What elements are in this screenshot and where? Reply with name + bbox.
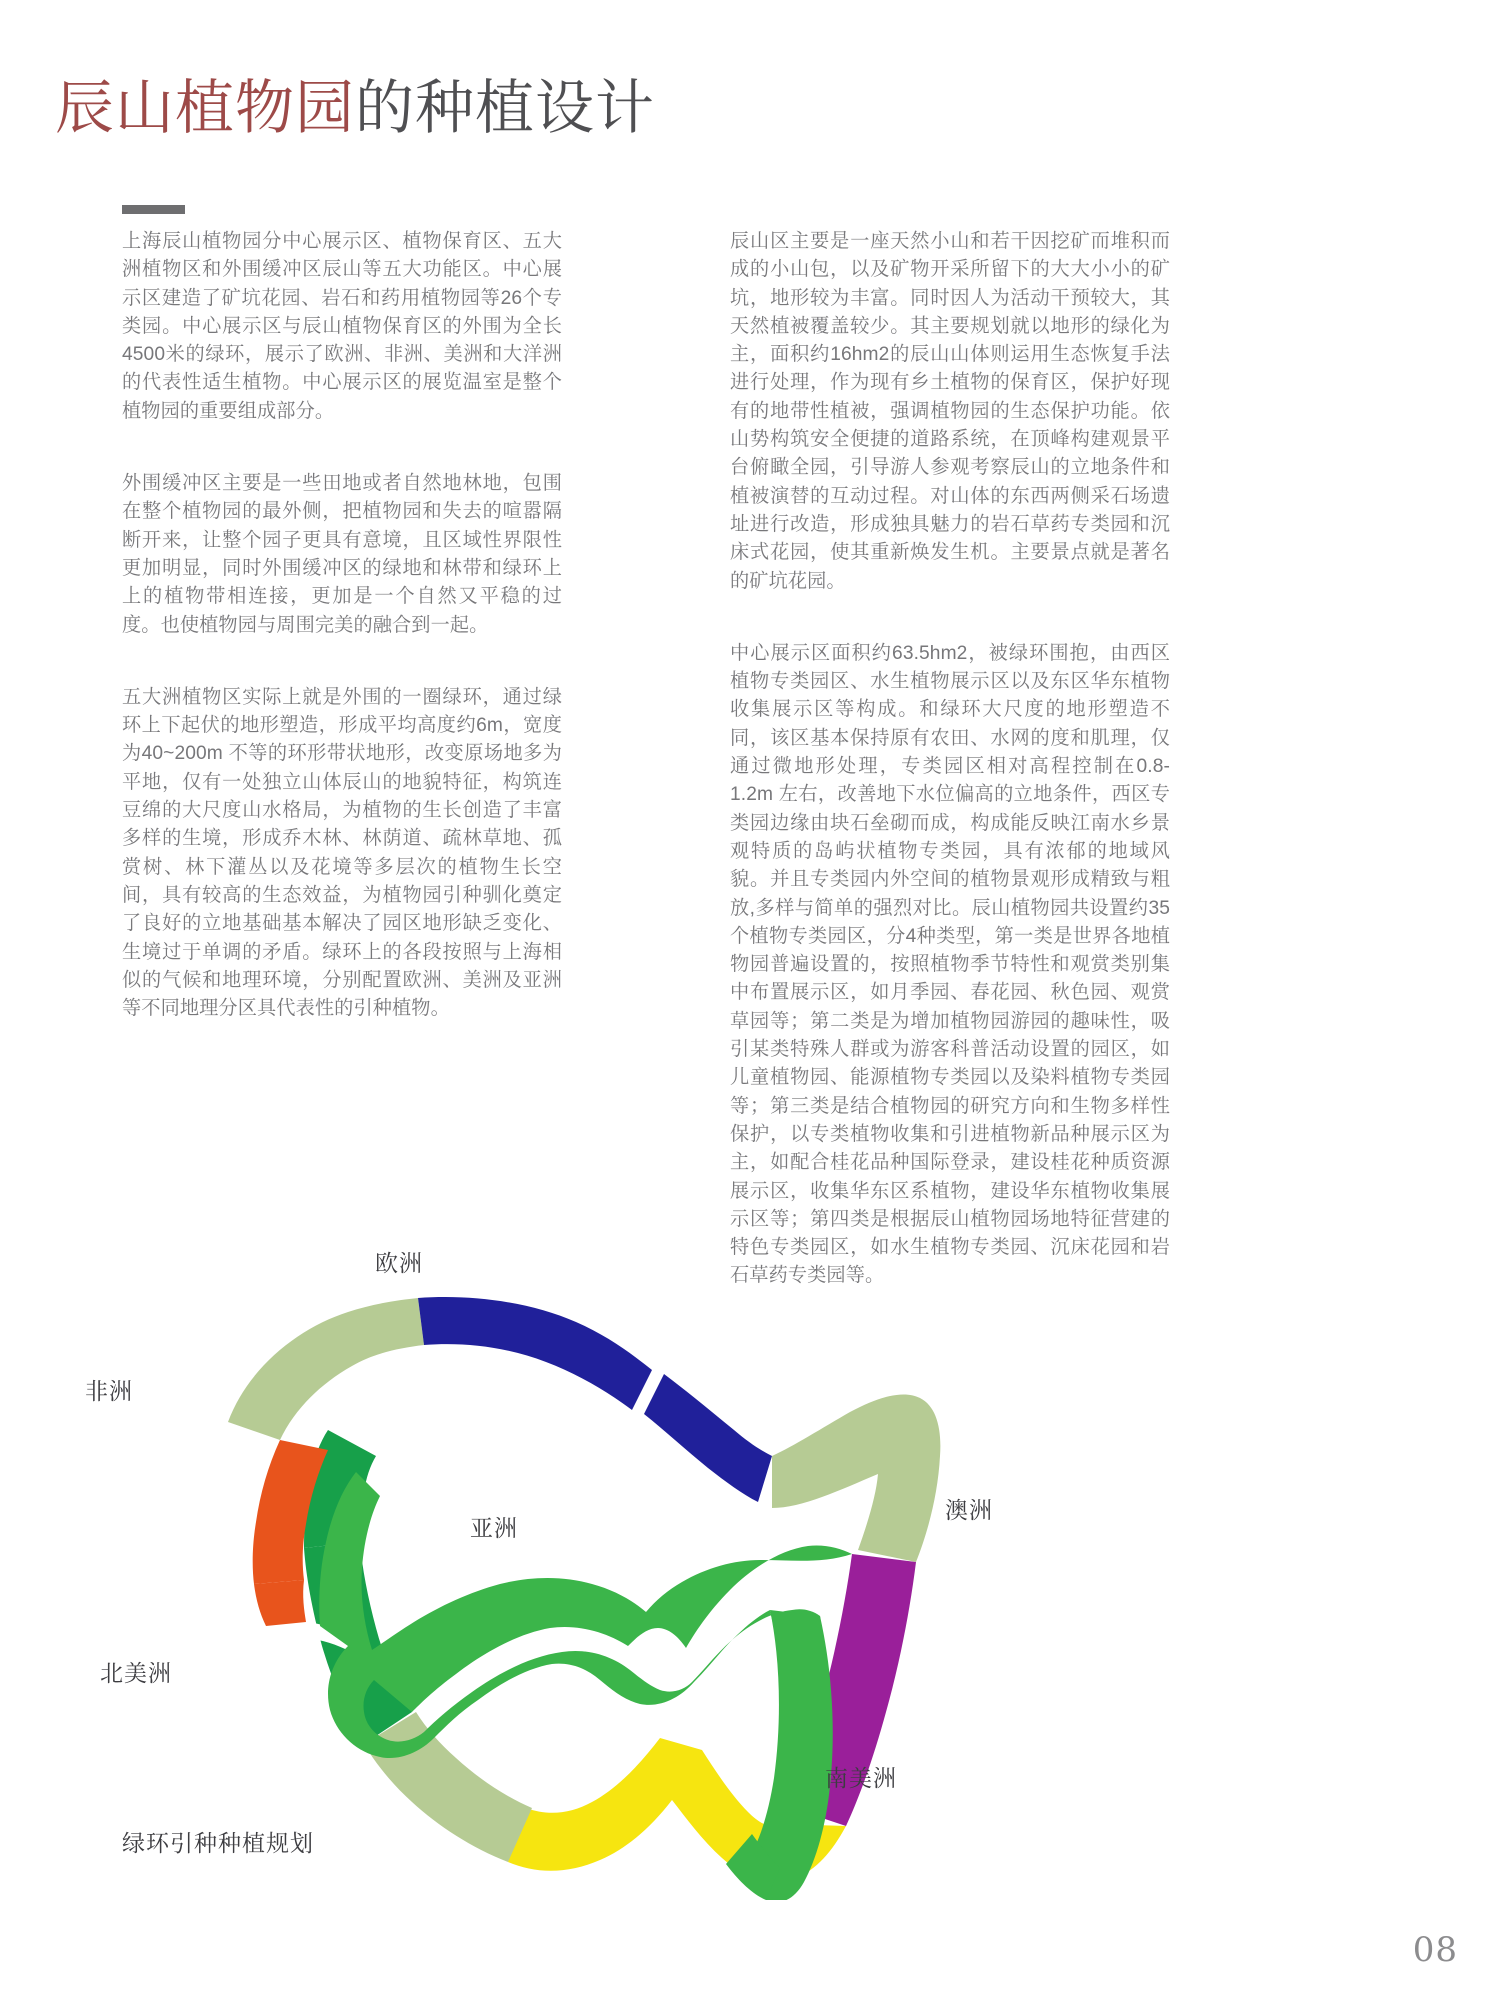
diagram-label-asia: 亚洲	[470, 1516, 518, 1542]
section-divider	[122, 205, 185, 214]
diagram-label-north-america: 北美洲	[100, 1661, 172, 1687]
segment-africa-orange-lower	[254, 1580, 306, 1626]
segment-europe-blue-2	[644, 1374, 772, 1502]
green-ring-planting-diagram	[80, 1250, 1090, 1900]
diagram-label-europe: 欧洲	[375, 1251, 423, 1277]
segment-northwest-sage	[228, 1298, 424, 1440]
page-title	[55, 73, 656, 142]
paragraph: 五大洲植物区实际上就是外围的一圈绿环，通过绿环上下起伏的地形塑造，形成平均高度约6m，宽度为40~200m 不等的环形带状地形，改变原场地多为平地，仅有一处独立山体辰山的地貌特征，构筑连豆绵的大尺度山水格局，为植物的生长创造了丰富多样的生境，形成乔木林、林荫道、疏林草地、孤赏树、林下灌丛以及花境等多层次的植物生长空间，具有较高的生态效益，为植物园引种驯化奠定了良好的立地基础基本解决了园区地形缺乏变化、生境过于单调的矛盾。绿环上的各段按照与上海相似的气候和地理环境，分别配置欧洲、美洲及亚洲等不同地理分区具代表性的引种植物。	[122, 686, 562, 1020]
page-title-accent: 辰山植物园	[55, 73, 356, 142]
paragraph: 辰山区主要是一座天然小山和若干因挖矿而堆积而成的小山包，以及矿物开采所留下的大大小小的矿坑，地形较为丰富。同时因人为活动干预较大，其天然植被覆盖较少。其主要规划就以地形的绿化为主，面积约16hm2的辰山山体则运用生态恢复手法进行处理，作为现有乡土植物的保育区，保护好现有的地带性植被，强调植物园的生态保护功能。依山势构筑安全便捷的道路系统，在顶峰构建观景平台俯瞰全园，引导游人参观考察辰山的立地条件和植被演替的互动过程。对山体的东西两侧采石场遗址进行改造，形成独具魅力的岩石草药专类园和沉床式花园，使其重新焕发生机。主要景点就是著名的矿坑花园。	[730, 231, 1170, 592]
diagram-label-south-america: 南美洲	[825, 1766, 897, 1792]
paragraph: 外围缓冲区主要是一些田地或者自然地林地，包围在整个植物园的最外侧，把植物园和失去的喧嚣隔断开来，让整个园子更具有意境，且区域性界限性更加明显，同时外围缓冲区的绿地和林带和绿环上上的植物带相连接，更加是一个自然又平稳的过度。也使植物园与周围完美的融合到一起。	[122, 473, 562, 636]
body-column-left	[122, 228, 562, 1023]
segment-europe-blue	[418, 1297, 652, 1410]
diagram-label-africa: 非洲	[85, 1379, 133, 1405]
diagram-caption: 绿环引种种植规划	[122, 1831, 314, 1857]
body-column-right	[730, 228, 1170, 1291]
page-title-rest: 的种植设计	[355, 73, 656, 142]
page-number: 08	[1412, 1930, 1458, 1970]
segment-southwest-sage	[364, 1712, 532, 1862]
paragraph: 中心展示区面积约63.5hm2，被绿环围抱，由西区植物专类园区、水生植物展示区以及东区华东植物收集展示区等构成。和绿环大尺度的地形塑造不同，该区基本保持原有农田、水网的度和肌理，仅通过微地形处理，专类园区相对高程控制在0.8-1.2m 左右，改善地下水位偏高的立地条件，西区专类园边缘由块石垒砌而成，构成能反映江南水乡景观特质的岛屿状植物专类园，具有浓郁的地域风貌。并且专类园内外空间的植物景观形成精致与粗放,多样与简单的强烈对比。辰山植物园共设置约35 个植物专类园区，分4种类型，第一类是世界各地植物园普遍设置的，按照植物季节特性和观赏类别集中布置展示区，如月季园、春花园、秋色园、观赏草园等；第二类是为增加植物园游园的趣味性，吸引某类特殊人群或为游客科普活动设置的园区，如儿童植物园、能源植物专类园以及染料植物专类园等；第三类是结合植物园的研究方向和生物多样性保护，以专类植物收集和引进植物新品种展示区为主，如配合桂花品种国际登录，建设桂花种质资源展示区，收集华东区系植物，建设华东植物收集展示区等；第四类是根据辰山植物园场地特征营建的特色专类园区，如水生植物专类园、沉床花园和岩石草药专类园等。	[730, 642, 1170, 1287]
segment-northeast-sage	[772, 1394, 940, 1562]
diagram-label-oceania: 澳洲	[945, 1498, 993, 1524]
paragraph: 上海辰山植物园分中心展示区、植物保育区、五大洲植物区和外围缓冲区辰山等五大功能区。中心展示区建造了矿坑花园、岩石和药用植物园等26个专类园。中心展示区与辰山植物保育区的外围为全长4500米的绿环，展示了欧洲、非洲、美洲和大洋洲的代表性适生植物。中心展示区的展览温室是整个植物园的重要组成部分。	[122, 231, 562, 422]
